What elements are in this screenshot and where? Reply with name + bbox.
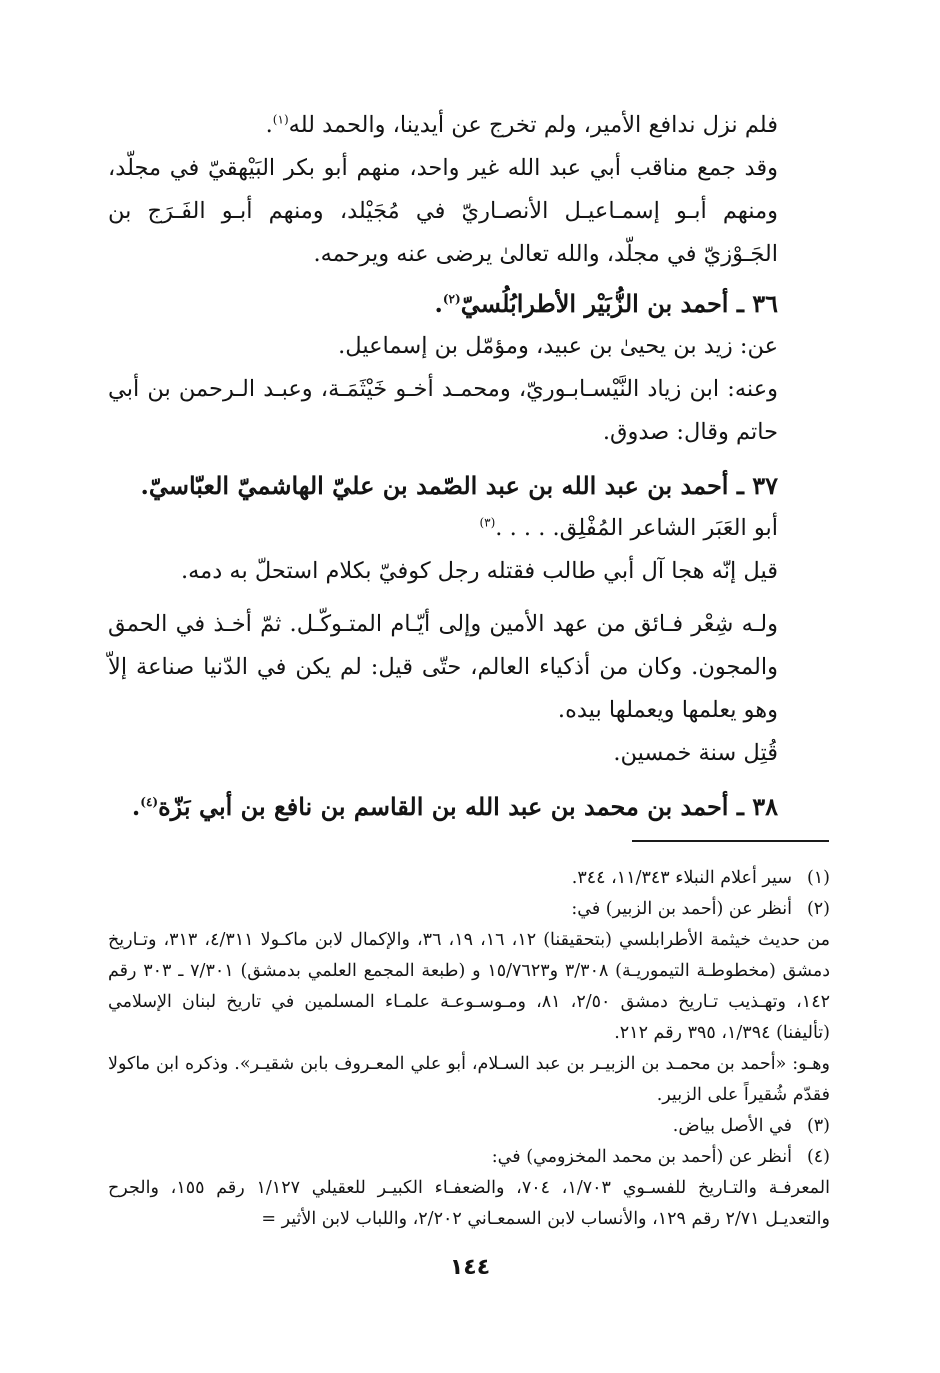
entry-36-teachers: عن: زيد بن يحيىٰ بن عبيد، ومؤمّل بن إسماعيل. (338, 333, 778, 359)
footnote-1 (108, 863, 830, 894)
paragraph-1-text: فلم نزل ندافع الأمير، ولم تخرج عن أيدينا، والحمد لله (288, 112, 778, 138)
entry-36-students: وعنه: ابن زياد النَّيْسـابـوريّ، ومحمـد أخـو خَيْثَمَـة، وعبـد الـرحمن بن أبي حاتم وقال: صدوق. (108, 376, 778, 445)
footnote-3 (108, 1111, 830, 1142)
entry-37-story: قيل إنّه هجا آل أبي طالب فقتله رجل كوفيّ بكلام استحلّ به دمه. (180, 558, 778, 584)
footnote-2-number: (٢) (806, 899, 830, 919)
footnote-ref-3: (٣) (479, 515, 496, 530)
footnote-ref-2: (٢) (442, 292, 461, 306)
footnote-2-body: من حديث خيثمة الأطرابلسي (بتحقيقنا) ١٢، ١٦، ١٩، ٣٦، والإكمال لابن ماكـولا ٤/٣١١، ٣١٣، وتـاريخ دمشق (مخطوطـة التيموريـة) ٣/٣٠٨ و١٥/٧٦٢٣ و (طبعة المجمع العلمي بدمشق) ٧/٣٠١ ـ ٣٠٣ رقم ١٤٢، وتهـذيب تـاريخ دمشق ٢/٥٠، ٨١، ومـوسـوعـة علمـاء المسلمين في تاريخ لبنان الإسلامي (تأليفنا) ١/٣٩٤، ٣٩٥ رقم ٢١٢. (108, 930, 831, 1043)
footnote-2-intro-text: أنظر عن (أحمد بن الزبير) في: (571, 899, 792, 919)
footnote-ref-1: (١) (272, 112, 289, 127)
entry-37-nickname (108, 507, 830, 550)
entry-heading-38-end: . (131, 792, 141, 821)
page-number: ١٤٤ (449, 1255, 491, 1280)
paragraph-1-end: . (265, 112, 273, 138)
main-text (108, 104, 830, 828)
footnote-ref-4: (٤) (140, 795, 159, 809)
footnote-1-number: (١) (806, 868, 830, 888)
entry-heading-36-text: ٣٦ ـ أحمد بن الزُّبَيْر الأطرابُلُسيّ (460, 289, 778, 318)
footnote-3-text: في الأصل بياض. (672, 1116, 792, 1136)
entry-37-death: قُتِل سنة خمسين. (613, 740, 778, 766)
entry-heading-36-end: . (434, 289, 443, 318)
footnote-3-number: (٣) (806, 1116, 830, 1136)
footnotes (108, 863, 830, 1235)
footnote-4-body: المعرفـة والتـاريخ للفسـوي ١/٧٠٣، ٧٠٤، والضعفـاء الكبيـر للعقيلي ١/١٢٧ رقم ١٥٥، والجرح والتعديـل ٢/٧١ رقم ١٢٩، والأنساب لابن السمعـاني ٢/٢٠٢، واللباب لابن الأثير = (108, 1178, 830, 1229)
footnote-2-note: وهـو: «أحمد بن محمـد بن الزبيـر بن عبد السـلام، أبو علي المعـروف بابن شقيـر». وذكره ابن ماكولا فقدّم شُقيراً على الزبير. (108, 1054, 830, 1105)
footnote-4-intro-text: أنظر عن (أحمد بن محمد المخزومي) في: (491, 1147, 792, 1167)
entry-heading-37: ٣٧ ـ أحمد بن عبد الله بن عبد الصّمد بن عليّ الهاشميّ العبّاسيّ. (140, 471, 778, 500)
footnote-2-intro (108, 894, 830, 925)
entry-heading-38 (108, 785, 830, 828)
footnote-separator (632, 840, 829, 842)
footnote-1-text: سير أعلام النبلاء ١١/٣٤٣، ٣٤٤. (571, 868, 792, 888)
footnote-4-number: (٤) (806, 1147, 830, 1167)
entry-37-poetry: ولـه شِعْر فـائق من عهد الأمين وإلى أيّـام المتـوكّـل. ثمّ أخـذ في الحمق والمجون. وكان من أذكياء العالم، حتّى قيل: لم يكن في الدّنيا صناعة إلاّ وهو يعلمها ويعملها بيده. (108, 611, 778, 723)
paragraph-1 (108, 104, 830, 147)
entry-heading-38-text: ٣٨ ـ أحمد بن محمد بن عبد الله بن القاسم بن نافع بن أبي بَزّة (158, 792, 778, 821)
entry-heading-36 (108, 282, 830, 325)
paragraph-2: وقد جمع مناقب أبي عبد الله غير واحد، منهم أبو بكر البَيْهقيّ في مجلّد، ومنهم أبـو إسمـاعيـل الأنصـاريّ في مُجَيْلد، ومنهم أبـو الفَـرَج بن الجَـوْزيّ في مجلّد، والله تعالىٰ يرضى عنه ويرحمه. (108, 155, 778, 267)
footnote-4-intro (108, 1142, 830, 1173)
entry-37-nickname-text: أبو العَبَر الشاعر المُفْلِق. . . . . (495, 515, 778, 541)
